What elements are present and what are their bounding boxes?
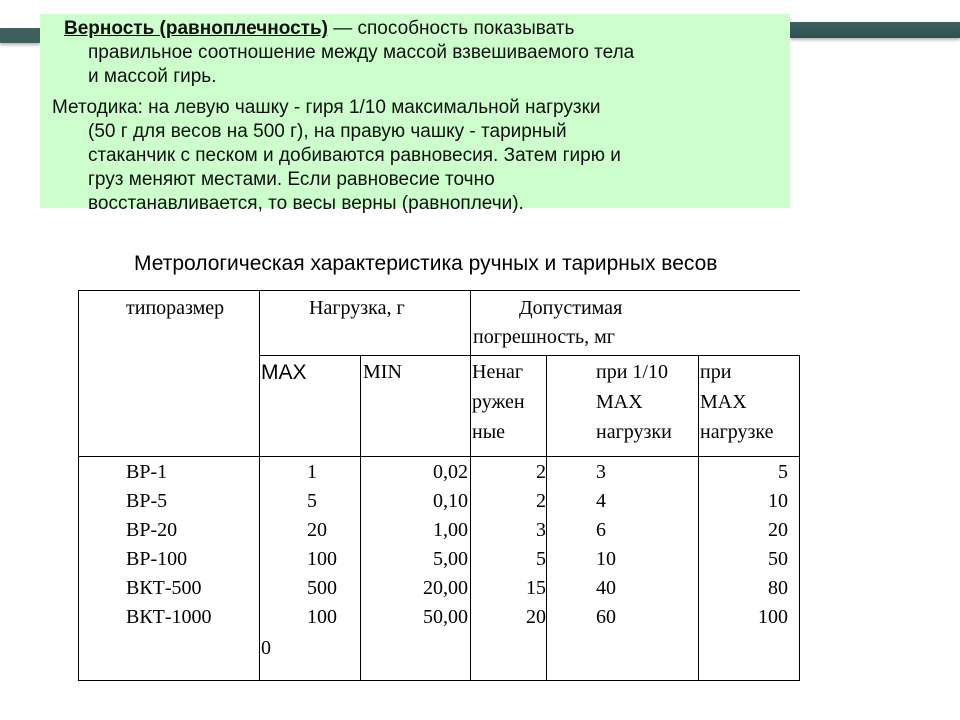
table-cell-max: 1 bbox=[307, 461, 317, 483]
header-full-line2: MAX bbox=[700, 391, 747, 413]
header-full-line3: нагрузке bbox=[700, 421, 774, 443]
header-unloaded-line1: Ненаг bbox=[472, 361, 524, 383]
table-cell-min: 20,00 bbox=[423, 577, 468, 599]
definition-paragraph bbox=[52, 17, 778, 89]
header-unloaded-line3: ные bbox=[472, 421, 506, 443]
table-cell-type: ВР-20 bbox=[126, 519, 178, 541]
header-tenth-line3: нагрузки bbox=[596, 421, 672, 443]
table-border-left bbox=[78, 290, 79, 681]
table-cell-min: 5,00 bbox=[433, 548, 468, 570]
table-cell-unloaded: 3 bbox=[536, 519, 546, 541]
table-cell-tenth: 60 bbox=[596, 606, 616, 628]
table-cell-type: ВКТ-1000 bbox=[126, 606, 212, 628]
method-text-1: Методика: на левую чашку - гиря 1/10 максимальной нагрузки bbox=[52, 97, 601, 118]
header-type: типоразмер bbox=[126, 297, 225, 319]
method-text-3: стаканчик с песком и добиваются равновесия. Затем гирю и bbox=[88, 145, 621, 166]
table-cell-unloaded: 15 bbox=[526, 577, 546, 599]
definition-text-3: и массой гирь. bbox=[88, 66, 217, 87]
table-cell-unloaded: 2 bbox=[536, 490, 546, 512]
table-cell-min: 0,10 bbox=[433, 490, 468, 512]
table-cell-tenth: 3 bbox=[596, 461, 606, 483]
table-col-divider-1 bbox=[259, 290, 260, 681]
table-cell-max: 500 bbox=[307, 577, 337, 599]
method-text-4: груз меняют местами. Если равновесие точно bbox=[88, 169, 495, 190]
table-cell-tenth: 40 bbox=[596, 577, 616, 599]
method-text-2: (50 г для весов на 500 г), на правую чашку - тарирный bbox=[88, 121, 567, 142]
table-rule-body bbox=[78, 456, 800, 457]
decor-bar-right bbox=[790, 22, 960, 38]
table-cell-full: 80 bbox=[768, 577, 788, 599]
table-cell-type: ВКТ-500 bbox=[126, 577, 202, 599]
definition-term: Верность (равноплечность) bbox=[64, 18, 328, 39]
definition-text-1: — способность показывать bbox=[327, 18, 575, 39]
table-cell-max: 20 bbox=[307, 519, 327, 541]
table-cell-max: 5 bbox=[307, 490, 317, 512]
table-cell-unloaded: 2 bbox=[536, 461, 546, 483]
table-border-right bbox=[799, 355, 800, 681]
table-col-divider-4 bbox=[546, 355, 547, 681]
table-cell-type: ВР-100 bbox=[126, 548, 188, 570]
table-cell-full: 100 bbox=[758, 606, 788, 628]
header-error-line1: Допустимая bbox=[519, 297, 623, 319]
table-cell-tenth: 4 bbox=[596, 490, 606, 512]
table-cell-tenth: 10 bbox=[596, 548, 616, 570]
table-cell-min: 0,02 bbox=[433, 461, 468, 483]
table-cell-full: 5 bbox=[778, 461, 788, 483]
header-load: Нагрузка, г bbox=[309, 297, 405, 319]
header-max: MAX bbox=[261, 361, 307, 384]
method-paragraph bbox=[52, 96, 778, 216]
table-cell-type: ВР-1 bbox=[126, 461, 168, 483]
table-rule-subheader bbox=[259, 355, 800, 356]
table-cell-max: 100 bbox=[307, 606, 337, 628]
header-tenth-line2: MAX bbox=[596, 391, 643, 413]
table-caption: Метрологическая характеристика ручных и тарирных весов bbox=[134, 252, 718, 275]
table-cell-min: 50,00 bbox=[423, 606, 468, 628]
method-text-5: восстанавливается, то весы верны (равноплечи). bbox=[88, 193, 524, 214]
decor-bar-left bbox=[0, 28, 40, 43]
table-cell-full: 50 bbox=[768, 548, 788, 570]
overflow-digit: 0 bbox=[261, 637, 271, 659]
header-tenth-line1: при 1/10 bbox=[596, 361, 668, 383]
table-cell-full: 20 bbox=[768, 519, 788, 541]
table-border-top bbox=[78, 290, 800, 291]
table-cell-type: ВР-5 bbox=[126, 490, 168, 512]
table-cell-max: 100 bbox=[307, 548, 337, 570]
definition-text-2: правильное соотношение между массой взвешиваемого тела bbox=[88, 42, 635, 63]
header-min: MIN bbox=[363, 361, 402, 383]
header-unloaded-line2: ружен bbox=[472, 391, 525, 413]
definition-box bbox=[40, 14, 790, 214]
table-cell-tenth: 6 bbox=[596, 519, 606, 541]
table-cell-min: 1,00 bbox=[433, 519, 468, 541]
table-cell-unloaded: 20 bbox=[526, 606, 546, 628]
table-cell-unloaded: 5 bbox=[536, 548, 546, 570]
table-cell-full: 10 bbox=[768, 490, 788, 512]
table-border-bottom bbox=[78, 680, 800, 681]
header-full-line1: при bbox=[700, 361, 732, 383]
header-error-line2: погрешность, мг bbox=[473, 326, 615, 348]
